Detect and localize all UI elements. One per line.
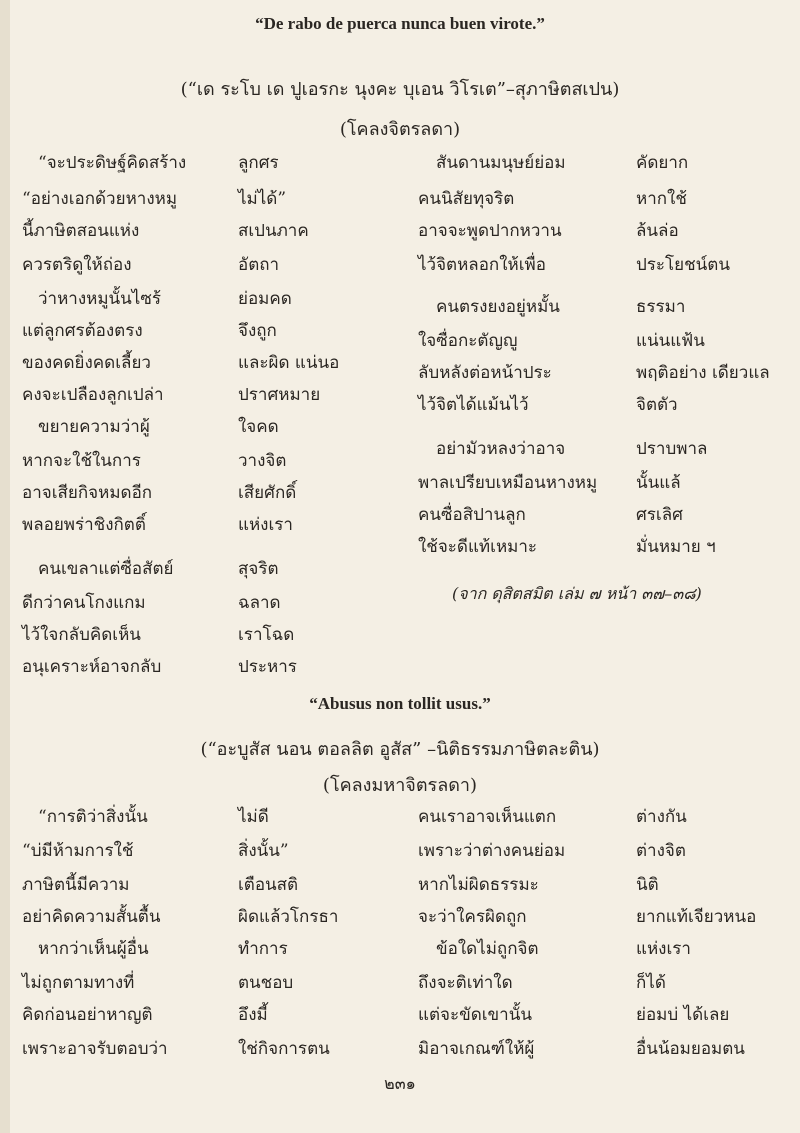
s1-right-line-9: อย่ามัวหลงว่าอาจ [436,439,566,459]
s1-left-line-7: ของคดยิ่งคดเลี้ยว [22,353,151,373]
s1-right-line-1: สันดานมนุษย์ย่อม [436,153,566,173]
s1-left-end-6: จึงถูก [238,321,277,341]
s2-right-line-5: ข้อใดไม่ถูกจิต [436,939,539,959]
s1-right-end-3: ล้นล่อ [636,221,679,241]
s1-left-end-5: ย่อมคด [238,289,292,309]
s2-left-line-2: “บ่มีห้ามการใช้ [22,841,134,861]
s1-right-end-7: พฤติอย่าง เดียวแล [636,363,770,383]
s1-left-end-9: ใจคด [238,417,279,437]
s1-right-line-3: อาจจะพูดปากหวาน [418,221,562,241]
s1-left-line-11: อาจเสียกิจหมดอีก [22,483,153,503]
s1-left-end-1: ลูกศร [238,153,279,173]
s1-right-end-9: ปราบพาล [636,439,708,459]
s2-left-end-5: ทำการ [238,939,288,959]
s1-left-line-13: คนเขลาแต่ซื่อสัตย์ [38,559,174,579]
s1-right-end-11: ศรเลิศ [636,505,683,525]
s2-right-end-3: นิติ [636,875,659,895]
s1-left-end-14: ฉลาด [238,593,281,613]
s1-right-line-11: คนซื่อสิปานลูก [418,505,526,525]
s1-left-end-7: และผิด แน่นอ [238,353,340,373]
s2-right-line-2: เพราะว่าต่างคนย่อม [418,841,566,861]
s2-right-line-4: จะว่าใครผิดถูก [418,907,527,927]
s2-left-line-7: คิดก่อนอย่าหาญติ [22,1005,153,1025]
s1-left-line-10: หากจะใช้ในการ [22,451,141,471]
s2-right-end-7: ย่อมบ่ ได้เลย [636,1005,730,1025]
s2-right-end-8: อื่นน้อมยอมตน [636,1039,745,1059]
s1-right-end-5: ธรรมา [636,297,686,317]
s1-left-line-14: ดีกว่าคนโกงแกม [22,593,146,613]
section1-title: “De rabo de puerca nunca buen virote.” [255,14,545,33]
s2-left-line-5: หากว่าเห็นผู้อื่น [38,939,149,959]
s1-left-line-4: ควรตริดูให้ถ่อง [22,255,132,275]
s1-left-end-15: เราโฉด [238,625,295,645]
s1-right-line-7: ลับหลังต่อหน้าประ [418,363,552,383]
s2-right-line-7: แต่จะขัดเขานั้น [418,1005,532,1025]
s1-left-end-2: ไม่ได้” [238,189,287,209]
s1-right-line-12: ใช้จะดีแท้เหมาะ [418,537,538,557]
s1-right-end-4: ประโยชน์ตน [636,255,730,275]
s1-right-line-2: คนนิสัยทุจริต [418,189,515,209]
s2-right-end-2: ต่างจิต [636,841,686,861]
s2-left-line-8: เพราะอาจรับตอบว่า [22,1039,168,1059]
s1-right-end-12: มั่นหมาย ฯ [636,537,716,557]
s2-right-end-1: ต่างกัน [636,807,687,827]
s2-left-end-7: อึงมี้ [238,1005,268,1025]
s2-left-line-3: ภาษิตนี้มีความ [22,875,130,895]
section2-title: “Abusus non tollit usus.” [309,694,491,713]
s1-left-line-16: อนุเคราะห์อาจกลับ [22,657,162,677]
s2-left-line-1: “การติว่าสิ่งนั้น [38,807,148,827]
s2-right-line-3: หากไม่ผิดธรรมะ [418,875,539,895]
s2-left-end-3: เตือนสติ [238,875,299,895]
s1-right-line-10: พาลเปรียบเหมือนหางหมู [418,473,598,493]
s2-left-line-4: อย่าคิดความสั้นตื้น [22,907,161,927]
s1-right-line-5: คนตรงยงอยู่หมั้น [436,297,560,317]
s1-left-line-6: แต่ลูกศรต้องตรง [22,321,143,341]
section2-subtitle: (“อะบูสัส นอน ตอลลิต อูสัส” –นิติธรรมภาษิตละติน) [200,739,600,760]
s2-right-line-1: คนเราอาจเห็นแตก [418,807,557,827]
s2-left-end-8: ใช่กิจการตน [238,1039,330,1059]
s1-left-line-9: ขยายความว่าผู้ [38,417,150,437]
s1-left-end-10: วางจิต [238,451,287,471]
s1-left-end-12: แห่งเรา [238,515,293,535]
s1-left-end-8: ปราศหมาย [238,385,321,405]
s1-right-end-6: แน่นแฟ้น [636,331,705,351]
s1-left-line-12: พลอยพร่าชิงกิตติ์ [22,515,146,535]
s2-right-end-5: แห่งเรา [636,939,691,959]
s2-left-line-6: ไม่ถูกตามทางที่ [22,973,135,993]
s2-right-end-6: ก็ได้ [636,973,666,993]
section2-meter: (โคลงมหาจิตรลดา) [322,775,478,796]
section1-subtitle: (“เด ระโบ เด ปูเอรกะ นุงคะ บุเอน วิโรเต”–สุภาษิตสเปน) [180,79,620,100]
s1-right-line-4: ไว้จิตหลอกให้เพื่อ [418,255,546,275]
s1-right-end-2: หากใช้ [636,189,687,209]
s1-right-line-8: ไว้จิตได้แม้นไว้ [418,395,529,415]
s2-left-end-6: ตนชอบ [238,973,294,993]
s1-left-line-1: “จะประดิษฐ์คิดสร้าง [38,153,187,173]
s2-right-line-8: มิอาจเกณฑ์ให้ผู้ [418,1039,535,1059]
s2-left-end-4: ผิดแล้วโกรธา [238,907,339,927]
s1-right-end-8: จิตตัว [636,395,678,415]
s2-left-end-2: สิ่งนั้น” [238,841,289,861]
s1-right-line-6: ใจซื่อกะตัญญู [418,331,518,351]
s1-left-end-3: สเปนภาค [238,221,309,241]
s1-right-end-1: คัดยาก [636,153,689,173]
s1-right-end-10: นั้นแล้ [636,473,681,493]
source-citation: (จาก ดุสิตสมิต เล่ม ๗ หน้า ๓๗–๓๘) [452,584,702,603]
s2-right-end-4: ยากแท้เจียวหนอ [636,907,757,927]
s1-left-line-2: “อย่างเอกด้วยหางหมู [22,189,178,209]
s1-left-end-13: สุจริต [238,559,279,579]
s1-left-line-15: ไว้ใจกลับคิดเห็น [22,625,141,645]
s1-left-line-3: นี้ภาษิตสอนแห่ง [22,221,140,241]
page-number: ๒๓๑ [384,1074,416,1093]
page-edge-shadow [0,0,10,1133]
s1-left-end-16: ประหาร [238,657,297,677]
s2-right-line-6: ถึงจะติเท่าใด [418,973,513,993]
s1-left-line-5: ว่าหางหมูนั้นไซร้ [38,289,162,309]
s1-left-end-11: เสียศักดิ์ [238,483,297,503]
s1-left-end-4: อัตถา [238,255,280,275]
s2-left-end-1: ไม่ดี [238,807,269,827]
section1-meter: (โคลงจิตรลดา) [339,119,461,140]
s1-left-line-8: คงจะเปลืองลูกเปล่า [22,385,164,405]
